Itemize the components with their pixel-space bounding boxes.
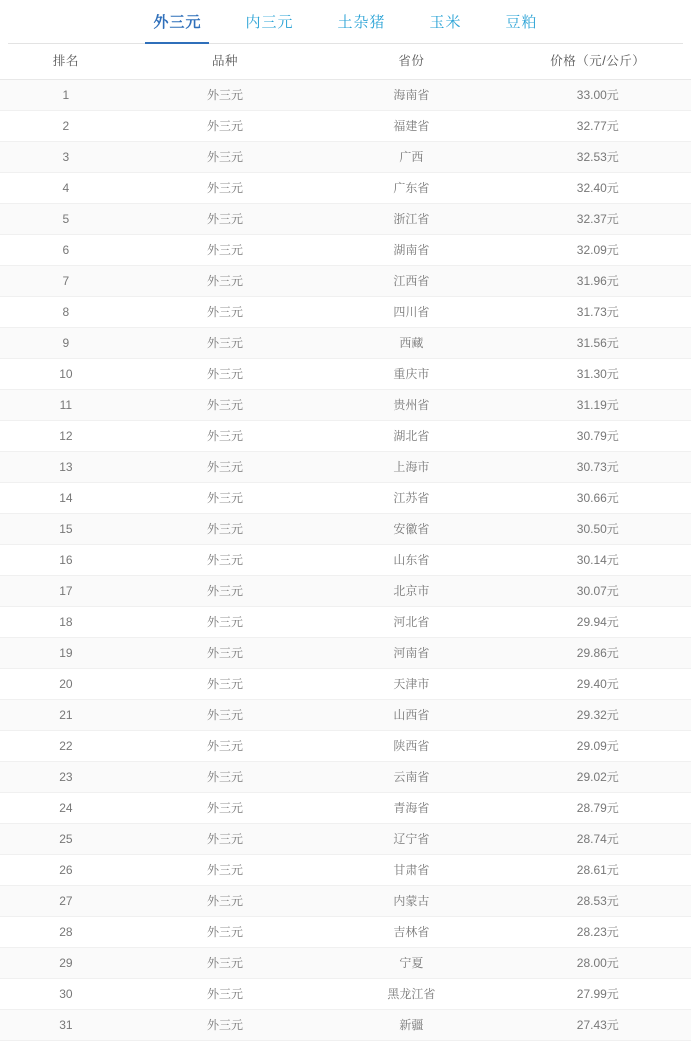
cell-province: 山西省	[318, 700, 504, 731]
table-row	[0, 700, 691, 731]
table-row	[0, 638, 691, 669]
cell-province: 上海市	[318, 452, 504, 483]
cell-price: 28.53元	[505, 886, 691, 917]
cell-price: 32.40元	[505, 173, 691, 204]
table-row	[0, 576, 691, 607]
cell-rank: 25	[0, 824, 132, 855]
cell-breed: 外三元	[132, 948, 318, 979]
column-header-price: 价格（元/公斤）	[505, 44, 691, 80]
cell-rank: 19	[0, 638, 132, 669]
table-row	[0, 669, 691, 700]
cell-province: 河南省	[318, 638, 504, 669]
cell-breed: 外三元	[132, 483, 318, 514]
column-header-rank: 排名	[0, 44, 132, 80]
cell-rank: 29	[0, 948, 132, 979]
cell-price: 29.86元	[505, 638, 691, 669]
cell-province: 青海省	[318, 793, 504, 824]
tab-3[interactable]: 土杂猪	[337, 14, 386, 31]
table-row	[0, 886, 691, 917]
cell-province: 河北省	[318, 607, 504, 638]
cell-breed: 外三元	[132, 545, 318, 576]
cell-breed: 外三元	[132, 917, 318, 948]
cell-price: 31.96元	[505, 266, 691, 297]
cell-rank: 22	[0, 731, 132, 762]
cell-price: 30.66元	[505, 483, 691, 514]
table-row	[0, 111, 691, 142]
cell-price: 30.73元	[505, 452, 691, 483]
cell-breed: 外三元	[132, 855, 318, 886]
cell-breed: 外三元	[132, 297, 318, 328]
table-row	[0, 514, 691, 545]
table-row	[0, 824, 691, 855]
cell-breed: 外三元	[132, 762, 318, 793]
category-tabs	[8, 0, 683, 44]
cell-breed: 外三元	[132, 142, 318, 173]
cell-province: 广东省	[318, 173, 504, 204]
cell-price: 29.02元	[505, 762, 691, 793]
cell-price: 32.53元	[505, 142, 691, 173]
table-row	[0, 297, 691, 328]
column-header-province: 省份	[318, 44, 504, 80]
cell-price: 28.74元	[505, 824, 691, 855]
cell-breed: 外三元	[132, 80, 318, 111]
cell-price: 29.32元	[505, 700, 691, 731]
cell-rank: 5	[0, 204, 132, 235]
cell-breed: 外三元	[132, 700, 318, 731]
table-row	[0, 266, 691, 297]
cell-rank: 31	[0, 1010, 132, 1041]
cell-rank: 7	[0, 266, 132, 297]
cell-province: 辽宁省	[318, 824, 504, 855]
table-row	[0, 80, 691, 111]
cell-breed: 外三元	[132, 359, 318, 390]
cell-province: 云南省	[318, 762, 504, 793]
cell-province: 海南省	[318, 80, 504, 111]
table-row	[0, 390, 691, 421]
table-row	[0, 731, 691, 762]
cell-breed: 外三元	[132, 607, 318, 638]
table-row	[0, 607, 691, 638]
cell-province: 吉林省	[318, 917, 504, 948]
cell-price: 30.79元	[505, 421, 691, 452]
table-row	[0, 793, 691, 824]
cell-rank: 13	[0, 452, 132, 483]
cell-breed: 外三元	[132, 421, 318, 452]
cell-price: 28.61元	[505, 855, 691, 886]
cell-breed: 外三元	[132, 824, 318, 855]
tab-1[interactable]: 外三元	[131, 14, 223, 43]
cell-province: 湖南省	[318, 235, 504, 266]
cell-price: 28.79元	[505, 793, 691, 824]
cell-province: 西藏	[318, 328, 504, 359]
table-row	[0, 762, 691, 793]
table-row	[0, 979, 691, 1010]
cell-province: 陕西省	[318, 731, 504, 762]
cell-province: 江苏省	[318, 483, 504, 514]
cell-breed: 外三元	[132, 669, 318, 700]
cell-breed: 外三元	[132, 173, 318, 204]
cell-province: 宁夏	[318, 948, 504, 979]
table-row	[0, 452, 691, 483]
cell-rank: 12	[0, 421, 132, 452]
cell-price: 28.23元	[505, 917, 691, 948]
table-row	[0, 545, 691, 576]
cell-rank: 26	[0, 855, 132, 886]
table-row	[0, 855, 691, 886]
cell-rank: 28	[0, 917, 132, 948]
table-row	[0, 359, 691, 390]
table-body	[0, 80, 691, 1041]
cell-province: 四川省	[318, 297, 504, 328]
cell-breed: 外三元	[132, 731, 318, 762]
cell-price: 32.77元	[505, 111, 691, 142]
cell-rank: 3	[0, 142, 132, 173]
cell-breed: 外三元	[132, 266, 318, 297]
cell-province: 黑龙江省	[318, 979, 504, 1010]
cell-province: 江西省	[318, 266, 504, 297]
cell-breed: 外三元	[132, 235, 318, 266]
table-row	[0, 421, 691, 452]
cell-province: 安徽省	[318, 514, 504, 545]
cell-rank: 10	[0, 359, 132, 390]
cell-breed: 外三元	[132, 390, 318, 421]
cell-price: 29.40元	[505, 669, 691, 700]
table-row	[0, 173, 691, 204]
cell-rank: 8	[0, 297, 132, 328]
cell-breed: 外三元	[132, 1010, 318, 1041]
cell-rank: 30	[0, 979, 132, 1010]
cell-rank: 14	[0, 483, 132, 514]
cell-price: 31.73元	[505, 297, 691, 328]
cell-province: 重庆市	[318, 359, 504, 390]
cell-price: 29.09元	[505, 731, 691, 762]
cell-rank: 9	[0, 328, 132, 359]
table-row	[0, 328, 691, 359]
cell-breed: 外三元	[132, 793, 318, 824]
cell-breed: 外三元	[132, 204, 318, 235]
cell-rank: 20	[0, 669, 132, 700]
table-row	[0, 917, 691, 948]
cell-price: 27.43元	[505, 1010, 691, 1041]
cell-province: 新疆	[318, 1010, 504, 1041]
cell-breed: 外三元	[132, 979, 318, 1010]
tab-5[interactable]: 豆粕	[505, 14, 538, 31]
cell-price: 30.50元	[505, 514, 691, 545]
table-row	[0, 483, 691, 514]
cell-price: 33.00元	[505, 80, 691, 111]
cell-province: 广西	[318, 142, 504, 173]
price-ranking-table	[0, 44, 691, 1041]
cell-rank: 24	[0, 793, 132, 824]
cell-price: 32.09元	[505, 235, 691, 266]
cell-province: 甘肃省	[318, 855, 504, 886]
cell-province: 内蒙古	[318, 886, 504, 917]
cell-breed: 外三元	[132, 638, 318, 669]
cell-province: 浙江省	[318, 204, 504, 235]
table-header-row	[0, 44, 691, 80]
table-header	[0, 44, 691, 80]
cell-price: 31.19元	[505, 390, 691, 421]
cell-rank: 23	[0, 762, 132, 793]
cell-province: 湖北省	[318, 421, 504, 452]
cell-rank: 18	[0, 607, 132, 638]
cell-province: 福建省	[318, 111, 504, 142]
cell-rank: 4	[0, 173, 132, 204]
cell-province: 北京市	[318, 576, 504, 607]
cell-breed: 外三元	[132, 514, 318, 545]
cell-rank: 2	[0, 111, 132, 142]
cell-price: 30.14元	[505, 545, 691, 576]
table-row	[0, 1010, 691, 1041]
cell-rank: 1	[0, 80, 132, 111]
cell-price: 30.07元	[505, 576, 691, 607]
cell-price: 28.00元	[505, 948, 691, 979]
cell-price: 32.37元	[505, 204, 691, 235]
cell-price: 31.30元	[505, 359, 691, 390]
tab-2[interactable]: 内三元	[245, 14, 294, 31]
table-row	[0, 948, 691, 979]
cell-rank: 27	[0, 886, 132, 917]
cell-province: 贵州省	[318, 390, 504, 421]
cell-rank: 16	[0, 545, 132, 576]
cell-breed: 外三元	[132, 328, 318, 359]
cell-breed: 外三元	[132, 111, 318, 142]
cell-price: 27.99元	[505, 979, 691, 1010]
tab-4[interactable]: 玉米	[429, 14, 462, 31]
cell-rank: 6	[0, 235, 132, 266]
cell-breed: 外三元	[132, 886, 318, 917]
cell-province: 山东省	[318, 545, 504, 576]
cell-breed: 外三元	[132, 576, 318, 607]
cell-price: 29.94元	[505, 607, 691, 638]
cell-rank: 21	[0, 700, 132, 731]
cell-rank: 11	[0, 390, 132, 421]
cell-breed: 外三元	[132, 452, 318, 483]
cell-rank: 15	[0, 514, 132, 545]
table-row	[0, 204, 691, 235]
table-row	[0, 142, 691, 173]
cell-price: 31.56元	[505, 328, 691, 359]
table-row	[0, 235, 691, 266]
cell-province: 天津市	[318, 669, 504, 700]
column-header-breed: 品种	[132, 44, 318, 80]
cell-rank: 17	[0, 576, 132, 607]
